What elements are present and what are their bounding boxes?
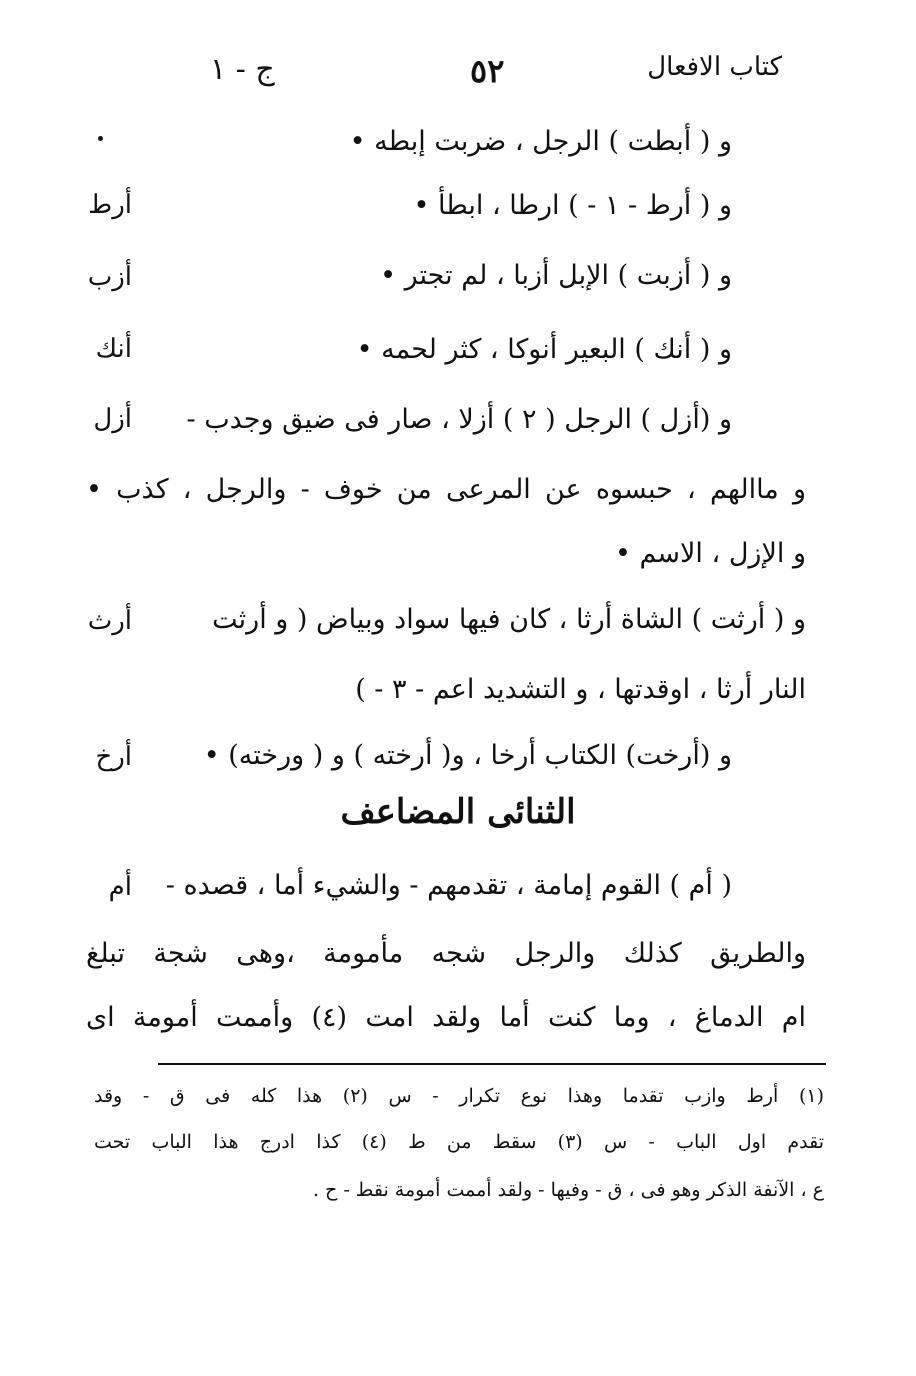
book-title: كتاب الافعال (647, 52, 782, 82)
footnote-rule (158, 1063, 826, 1065)
footnote-line: تقدم اول الباب - س (٣) سقط من ط (٤) كذا ادرج هذا الباب تحت (94, 1131, 824, 1153)
volume-marker: ج - ١ (210, 52, 275, 87)
entry-line: و ( أرط - ١ - ) ارطا ، ابطأ • (413, 190, 732, 221)
entry-line: و ( أرثت ) الشاة أرثا ، كان فيها سواد وبياض ( و أرثت (212, 604, 806, 635)
entry-line: و ( أبطت ) الرجل ، ضربت إبطه • (349, 126, 732, 157)
entry-line: و ماالهم ، حبسوه عن المرعى من خوف - والرجل ، كذب • (86, 474, 806, 505)
margin-keyword: أم (108, 872, 132, 902)
entry-line: النار أرثا ، اوقدتها ، و التشديد اعم - ٣ - ) (355, 674, 806, 705)
entry-line: و ( أنك ) البعير أنوكا ، كثر لحمه • (356, 334, 732, 365)
footnote-line: (١) أرط وازب تقدما وهذا نوع تكرار - س (٢) هذا كله فى ق - وقد (94, 1085, 824, 1107)
entry-line: و الإزل ، الاسم • (614, 538, 806, 569)
footnote-line: ع ، الآنفة الذكر وهو فى ، ق - وفيها - ولقد أممت أمومة نقط - ح . (312, 1179, 824, 1201)
entry-line: و ( أزبت ) الإبل أزبا ، لم تجتر • (380, 260, 732, 291)
entry-line: و (أزل ) الرجل ( ٢ ) أزلا ، صار فى ضيق وجدب - (186, 404, 732, 435)
section-heading: الثنائى المضاعف (340, 792, 576, 832)
page-number: ٥٢ (470, 52, 505, 90)
margin-keyword: أرث (87, 606, 132, 636)
margin-keyword: أزل (93, 404, 132, 434)
margin-keyword: أزب (87, 262, 132, 292)
entry-line: و (أرخت) الكتاب أرخا ، و( أرخته ) و ( ورخته) • (203, 740, 732, 771)
entry-line: والطريق كذلك والرجل شجه مأمومة ،وهى شجة تبلغ (86, 938, 806, 969)
entry-line: ( أم ) القوم إمامة ، تقدمهم - والشيء أما ، قصده - (165, 870, 732, 901)
entry-line: ام الدماغ ، وما كنت أما ولقد امت (٤) وأممت أمومة اى (86, 1002, 806, 1033)
margin-keyword: أنك (95, 334, 132, 364)
margin-keyword: أرخ (95, 742, 132, 772)
margin-keyword: أرط (88, 190, 132, 220)
